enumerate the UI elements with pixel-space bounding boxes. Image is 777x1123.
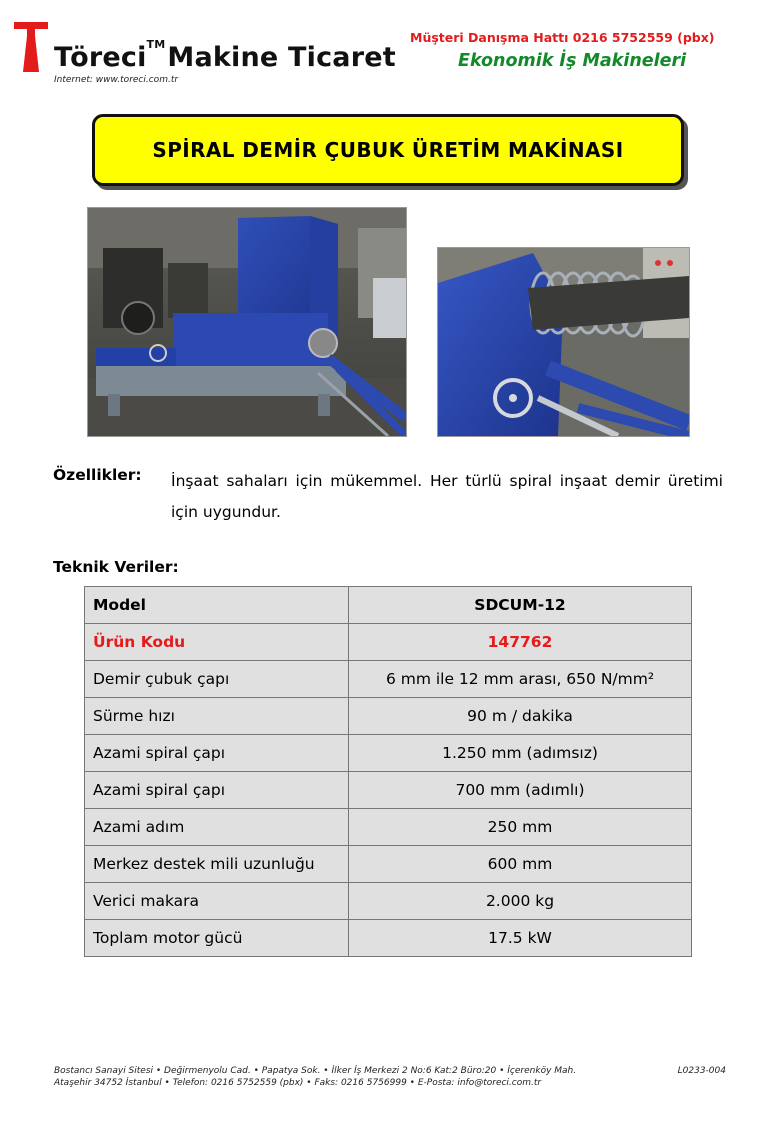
spec-value: 700 mm (adımlı) [349,772,692,809]
footer-line-1: Bostancı Sanayi Sitesi • Değirmenyolu Cad. • Papatya Sok. • İlker İş Merkezi 2 No:6 Kat:2 Büro:20 • İçerenköy Mah. [54,1066,577,1076]
table-row [85,661,692,698]
table-row [85,809,692,846]
logo-icon [14,22,48,72]
spec-name: Toplam motor gücü [85,920,349,957]
spec-name: Azami spiral çapı [85,735,349,772]
spec-name: Verici makara [85,883,349,920]
table-row [85,735,692,772]
features-label: Özellikler: [53,466,142,484]
table-row [85,624,692,661]
spec-name: Ürün Kodu [85,624,349,661]
spec-name: Azami adım [85,809,349,846]
slogan-text: Ekonomik İş Makineleri [458,51,687,71]
spec-value: 250 mm [349,809,692,846]
hotline-text: Müşteri Danışma Hattı 0216 5752559 (pbx) [410,30,715,45]
spec-name: Sürme hızı [85,698,349,735]
spec-value: 90 m / dakika [349,698,692,735]
spec-name: Model [85,587,349,624]
brand-name: Töreci™Makine Ticaret [54,38,396,73]
document-code: L0233-004 [677,1066,726,1076]
machine-photo [87,207,407,437]
table-row [85,587,692,624]
spec-value: 600 mm [349,846,692,883]
spec-value: SDCUM-12 [349,587,692,624]
title-banner [92,114,684,186]
spec-name: Azami spiral çapı [85,772,349,809]
table-row [85,883,692,920]
website-text: Internet: www.toreci.com.tr [54,75,179,85]
spec-value: 6 mm ile 12 mm arası, 650 N/mm² [349,661,692,698]
spec-name: Demir çubuk çapı [85,661,349,698]
footer-address [54,1065,726,1089]
spec-value: 1.250 mm (adımsız) [349,735,692,772]
table-row [85,772,692,809]
features-text: İnşaat sahaları için mükemmel. Her türlü spiral inşaat demir üretimi için uygundur. [171,472,723,521]
spiral-detail-photo [437,247,690,437]
table-row [85,846,692,883]
footer-line-2: Ataşehir 34752 İstanbul • Telefon: 0216 5752559 (pbx) • Faks: 0216 5756999 • E-Posta: info@toreci.com.tr [54,1078,542,1088]
page-title: SPİRAL DEMİR ÇUBUK ÜRETİM MAKİNASI [152,138,624,162]
table-row [85,698,692,735]
spec-value: 147762 [349,624,692,661]
spec-value: 2.000 kg [349,883,692,920]
spec-table [84,586,692,957]
technical-data-label: Teknik Veriler: [53,558,179,576]
spec-name: Merkez destek mili uzunluğu [85,846,349,883]
spec-value: 17.5 kW [349,920,692,957]
table-row [85,920,692,957]
